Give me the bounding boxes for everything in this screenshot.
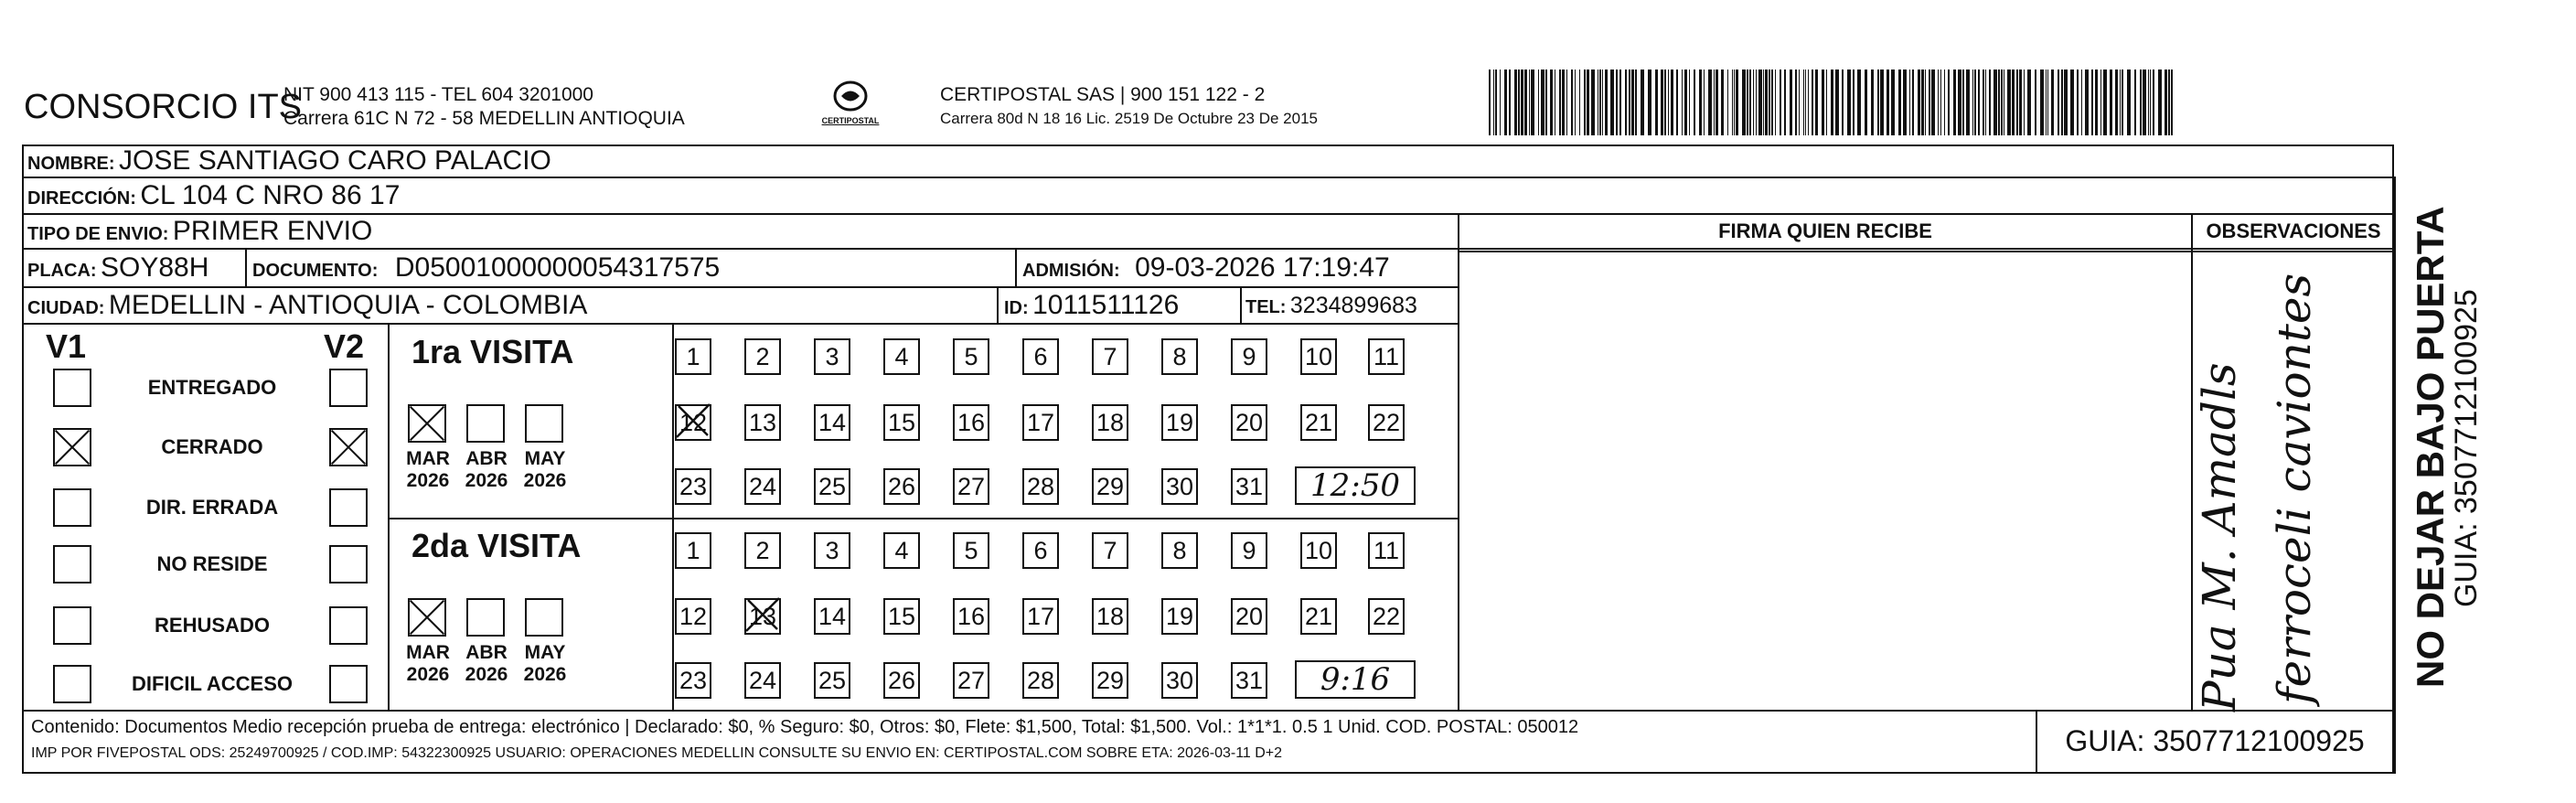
- day-cell[interactable]: 1: [675, 532, 711, 569]
- certipostal-title: CERTIPOSTAL SAS | 900 151 122 - 2: [940, 84, 1266, 105]
- day-cell[interactable]: 5: [953, 532, 989, 569]
- day-cell[interactable]: 3: [814, 532, 850, 569]
- month-label: [457, 448, 516, 492]
- day-cell[interactable]: 24: [744, 662, 781, 699]
- day-cell[interactable]: 9: [1231, 338, 1267, 375]
- day-cell[interactable]: 25: [814, 662, 850, 699]
- day-cell[interactable]: 22: [1368, 598, 1405, 635]
- day-cell[interactable]: 28: [1022, 468, 1059, 505]
- admision-label: ADMISIÓN:: [1022, 261, 1120, 281]
- visit-time[interactable]: 12:50: [1295, 466, 1416, 505]
- placa-value: SOY88H: [101, 252, 209, 283]
- direccion-row: [27, 180, 400, 211]
- side-guia: GUIA: 3507712100925: [2449, 289, 2484, 607]
- status-label: DIR. ERRADA: [145, 496, 279, 519]
- day-cell[interactable]: 22: [1368, 404, 1405, 441]
- day-cell[interactable]: 17: [1022, 598, 1059, 635]
- tel-cell: [1245, 293, 1417, 319]
- day-cell[interactable]: 19: [1161, 598, 1198, 635]
- tel-value: 3234899683: [1289, 293, 1417, 318]
- placa-label: PLACA:: [27, 261, 97, 281]
- day-cell[interactable]: 14: [814, 598, 850, 635]
- month-year: 2026: [406, 470, 450, 491]
- certipostal-address: Carrera 80d N 18 16 Lic. 2519 De Octubre 23 De 2015: [940, 110, 1318, 127]
- month-checkbox[interactable]: [408, 598, 446, 637]
- day-cell[interactable]: 20: [1231, 404, 1267, 441]
- barcode: [1489, 70, 2175, 135]
- day-cell[interactable]: 15: [883, 598, 920, 635]
- status-label: ENTREGADO: [147, 376, 277, 399]
- month-label: [399, 642, 457, 686]
- day-cell[interactable]: 8: [1161, 532, 1198, 569]
- day-cell[interactable]: 30: [1161, 468, 1198, 505]
- observaciones-hand-2: ferroceli caviontes: [2268, 273, 2321, 704]
- day-cell[interactable]: 7: [1092, 532, 1128, 569]
- tipo-value: PRIMER ENVIO: [172, 216, 373, 246]
- day-cell[interactable]: 5: [953, 338, 989, 375]
- visit-title: 2da VISITA: [412, 527, 582, 564]
- month-checkbox[interactable]: [466, 404, 505, 443]
- logo-icon: [832, 80, 869, 112]
- day-cell[interactable]: 23: [675, 468, 711, 505]
- day-cell[interactable]: 8: [1161, 338, 1198, 375]
- day-cell[interactable]: 1: [675, 338, 711, 375]
- day-cell[interactable]: 26: [883, 662, 920, 699]
- day-cell[interactable]: 19: [1161, 404, 1198, 441]
- status-label: REHUSADO: [155, 614, 270, 637]
- signature-area: [1463, 256, 2186, 704]
- month-name: MAR: [406, 642, 450, 663]
- day-cell[interactable]: 10: [1300, 532, 1337, 569]
- month-year: 2026: [406, 664, 450, 685]
- month-label: [399, 448, 457, 492]
- documento-label: DOCUMENTO:: [252, 261, 379, 281]
- admision-value: 09-03-2026 17:19:47: [1135, 252, 1390, 283]
- side-warning: NO DEJAR BAJO PUERTA: [2409, 206, 2452, 688]
- documento-cell: [252, 252, 720, 284]
- day-cell[interactable]: 18: [1092, 404, 1128, 441]
- company-name: CONSORCIO ITS: [24, 88, 303, 126]
- day-cell[interactable]: 26: [883, 468, 920, 505]
- month-label: [516, 448, 574, 492]
- v1-checkbox[interactable]: [53, 606, 91, 645]
- day-cell[interactable]: 4: [883, 338, 920, 375]
- month-name: MAY: [524, 448, 566, 469]
- day-cell[interactable]: 24: [744, 468, 781, 505]
- day-cell[interactable]: 2: [744, 532, 781, 569]
- day-cell[interactable]: 28: [1022, 662, 1059, 699]
- certipostal-logo: [814, 80, 887, 125]
- v1-checkbox[interactable]: [53, 545, 91, 584]
- ciudad-value: MEDELLIN - ANTIOQUIA - COLOMBIA: [108, 290, 588, 320]
- tipo-row: [27, 216, 372, 247]
- day-cell[interactable]: 12: [675, 598, 711, 635]
- month-year: 2026: [465, 470, 508, 491]
- day-cell[interactable]: 30: [1161, 662, 1198, 699]
- day-cell[interactable]: 10: [1300, 338, 1337, 375]
- day-cell[interactable]: 17: [1022, 404, 1059, 441]
- day-cell[interactable]: 20: [1231, 598, 1267, 635]
- day-cell[interactable]: 9: [1231, 532, 1267, 569]
- day-cell[interactable]: 12: [675, 404, 711, 441]
- direccion-label: DIRECCIÓN:: [27, 188, 136, 209]
- month-name: MAR: [406, 448, 450, 469]
- footer-meta: IMP POR FIVEPOSTAL ODS: 25249700925 / COD.IMP: 54322300925 USUARIO: OPERACIONES MEDELLIN CONSULTE SU ENVIO EN: CERTIPOSTAL.COM SOBRE ETA: 2026-03-11 D+2: [31, 745, 1283, 761]
- id-cell: [1004, 290, 1179, 321]
- month-checkbox[interactable]: [408, 404, 446, 443]
- v2-checkbox[interactable]: [329, 545, 368, 584]
- month-year: 2026: [523, 664, 567, 685]
- month-label: [457, 642, 516, 686]
- v1-checkbox[interactable]: [53, 665, 91, 703]
- day-cell[interactable]: 7: [1092, 338, 1128, 375]
- v2-checkbox[interactable]: [329, 665, 368, 703]
- firma-header: FIRMA QUIEN RECIBE: [1718, 219, 1932, 242]
- id-label: ID:: [1004, 298, 1029, 318]
- month-name: ABR: [465, 448, 508, 469]
- observaciones-hand-1: Pua M. Amadls: [2193, 362, 2246, 712]
- v2-checkbox[interactable]: [329, 488, 368, 527]
- day-cell[interactable]: 27: [953, 662, 989, 699]
- nombre-value: JOSE SANTIAGO CARO PALACIO: [119, 145, 551, 176]
- nombre-row: [27, 145, 551, 177]
- month-name: MAY: [524, 642, 566, 663]
- day-cell[interactable]: 15: [883, 404, 920, 441]
- day-cell[interactable]: 25: [814, 468, 850, 505]
- day-cell[interactable]: 11: [1368, 338, 1405, 375]
- day-cell[interactable]: 31: [1231, 468, 1267, 505]
- admision-cell: [1022, 252, 1390, 284]
- day-cell[interactable]: 21: [1300, 598, 1337, 635]
- day-cell[interactable]: 16: [953, 598, 989, 635]
- month-label: [516, 642, 574, 686]
- footer-content: Contenido: Documentos Medio recepción prueba de entrega: electrónico | Declarado: $0, % Seguro: $0, Otros: $0, Flete: $1,500, Total: $1,500. Vol.: 1*1*1. 0.5 1 Unid. COD. POSTAL: 050012: [31, 717, 1579, 737]
- ciudad-label: CIUDAD:: [27, 298, 105, 318]
- status-label: DIFICIL ACCESO: [131, 672, 293, 695]
- direccion-value: CL 104 C NRO 86 17: [140, 180, 401, 210]
- day-cell[interactable]: 6: [1022, 338, 1059, 375]
- v1-checkbox[interactable]: [53, 428, 91, 466]
- day-cell[interactable]: 14: [814, 404, 850, 441]
- v2-label: V2: [324, 327, 365, 365]
- day-cell[interactable]: 27: [953, 468, 989, 505]
- company-nit: NIT 900 413 115 - TEL 604 3201000: [283, 84, 593, 105]
- day-cell[interactable]: 13: [744, 598, 781, 635]
- day-cell[interactable]: 29: [1092, 468, 1128, 505]
- footer-guia: GUIA: 3507712100925: [2065, 724, 2365, 757]
- day-mark: [673, 401, 713, 441]
- visit-time[interactable]: 9:16: [1295, 660, 1416, 699]
- v2-checkbox[interactable]: [329, 369, 368, 407]
- day-cell[interactable]: 29: [1092, 662, 1128, 699]
- placa-cell: [27, 252, 208, 284]
- v1-label: V1: [46, 327, 87, 365]
- month-checkbox[interactable]: [525, 598, 563, 637]
- id-value: 1011511126: [1032, 290, 1180, 320]
- nombre-label: NOMBRE:: [27, 154, 115, 174]
- month-name: ABR: [465, 642, 508, 663]
- v2-checkbox[interactable]: [329, 428, 368, 466]
- company-address: Carrera 61C N 72 - 58 MEDELLIN ANTIOQUIA: [283, 108, 685, 129]
- v1-checkbox[interactable]: [53, 369, 91, 407]
- observaciones-header: OBSERVACIONES: [2206, 219, 2381, 242]
- month-year: 2026: [523, 470, 567, 491]
- v1-checkbox[interactable]: [53, 488, 91, 527]
- day-cell[interactable]: 6: [1022, 532, 1059, 569]
- day-mark: [743, 594, 783, 635]
- documento-value: D05001000000054317575: [394, 252, 721, 283]
- day-cell[interactable]: 3: [814, 338, 850, 375]
- month-checkbox[interactable]: [466, 598, 505, 637]
- day-cell[interactable]: 31: [1231, 662, 1267, 699]
- day-cell[interactable]: 21: [1300, 404, 1337, 441]
- day-cell[interactable]: 18: [1092, 598, 1128, 635]
- v2-checkbox[interactable]: [329, 606, 368, 645]
- tipo-label: TIPO DE ENVIO:: [27, 224, 169, 244]
- day-cell[interactable]: 16: [953, 404, 989, 441]
- month-checkbox[interactable]: [525, 404, 563, 443]
- status-label: CERRADO: [161, 435, 263, 458]
- day-cell[interactable]: 4: [883, 532, 920, 569]
- day-cell[interactable]: 11: [1368, 532, 1405, 569]
- day-cell[interactable]: 2: [744, 338, 781, 375]
- ciudad-cell: [27, 290, 587, 321]
- status-label: NO RESIDE: [156, 552, 268, 575]
- day-cell[interactable]: 23: [675, 662, 711, 699]
- visit-title: 1ra VISITA: [412, 333, 574, 370]
- tel-label: TEL:: [1245, 297, 1287, 317]
- month-year: 2026: [465, 664, 508, 685]
- day-cell[interactable]: 13: [744, 404, 781, 441]
- logo-text: CERTIPOSTAL: [821, 116, 880, 125]
